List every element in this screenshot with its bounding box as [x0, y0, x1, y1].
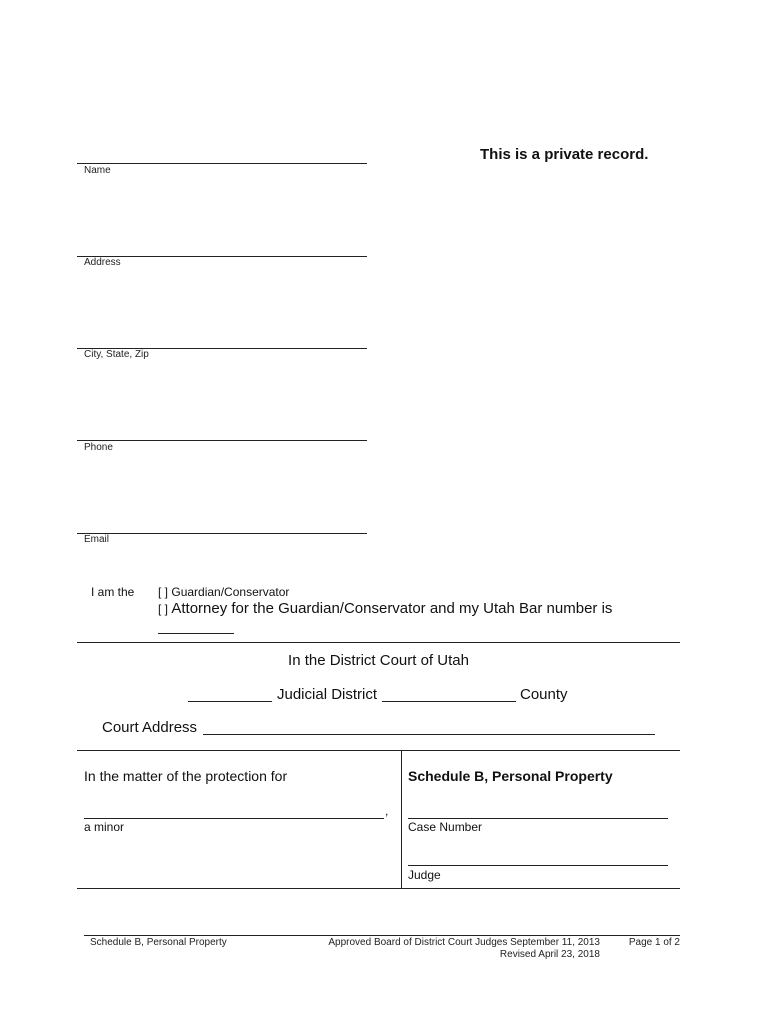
county-field-line[interactable]: [382, 701, 516, 702]
private-record-notice: This is a private record.: [480, 146, 649, 163]
caption-divider: [401, 750, 402, 889]
guardian-checkbox[interactable]: [ ]: [158, 585, 169, 599]
name-label: Name: [84, 165, 111, 176]
footer-approved: Approved Board of District Court Judges September 11, 2013: [328, 937, 600, 948]
court-address-label: Court Address: [102, 719, 198, 736]
footer-form-name: Schedule B, Personal Property: [90, 937, 227, 948]
judicial-district-field-line[interactable]: [188, 701, 272, 702]
role-prefix: I am the: [91, 585, 135, 599]
bar-number-field-line[interactable]: [158, 633, 234, 634]
name-field-line[interactable]: [77, 163, 367, 164]
caption-bottom-border: [77, 888, 680, 889]
footer-page-number: Page 1 of 2: [628, 937, 680, 948]
header-divider: [77, 642, 680, 643]
role-option-attorney: [158, 600, 612, 617]
judicial-district-label: Judicial District: [277, 686, 378, 703]
email-field-line[interactable]: [77, 533, 367, 534]
minor-comma: ,: [385, 804, 389, 818]
case-number-label: Case Number: [408, 820, 483, 834]
city-state-zip-label: City, State, Zip: [84, 349, 149, 360]
county-label: County: [520, 686, 568, 703]
address-label: Address: [84, 257, 121, 268]
footer-rule: [84, 935, 680, 936]
case-number-field-line[interactable]: [408, 818, 668, 819]
minor-name-field-line[interactable]: [84, 818, 384, 819]
phone-label: Phone: [84, 442, 113, 453]
guardian-option-label: Guardian/Conservator: [171, 585, 290, 599]
judge-field-line[interactable]: [408, 865, 668, 866]
caption-top-border: [77, 750, 680, 751]
attorney-option-label: Attorney for the Guardian/Conservator and my Utah Bar number is: [171, 600, 613, 617]
phone-field-line[interactable]: [77, 440, 367, 441]
footer-revised: Revised April 23, 2018: [499, 949, 600, 960]
schedule-title: Schedule B, Personal Property: [408, 768, 613, 784]
email-label: Email: [84, 534, 110, 545]
court-name: In the District Court of Utah: [288, 652, 469, 669]
minor-label: a minor: [84, 820, 125, 834]
attorney-checkbox[interactable]: [ ]: [158, 602, 169, 616]
judge-label: Judge: [408, 868, 441, 882]
matter-text: In the matter of the protection for: [84, 768, 288, 784]
role-option-guardian: [158, 585, 289, 599]
court-address-field-line[interactable]: [203, 734, 655, 735]
